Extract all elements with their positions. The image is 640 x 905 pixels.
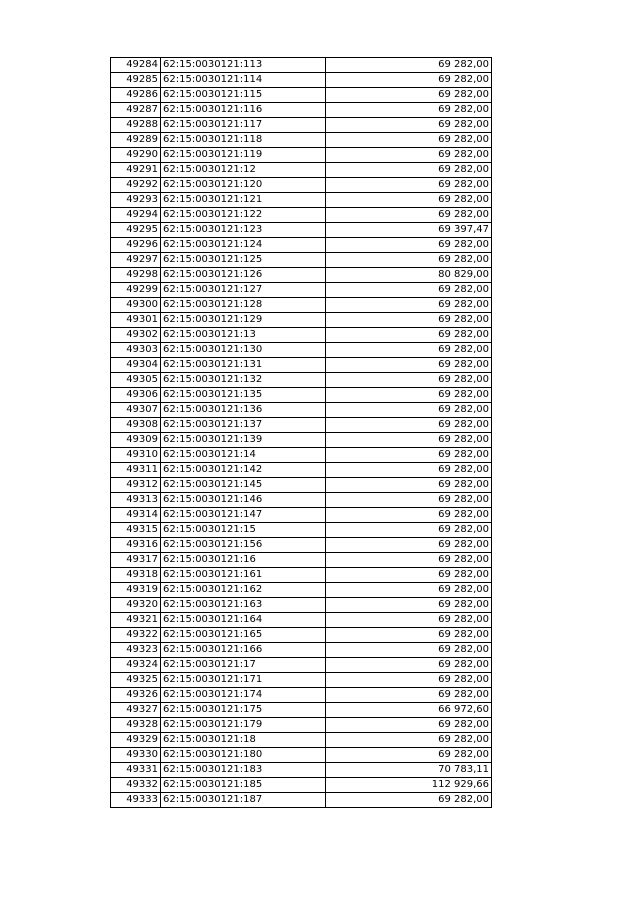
cadastral-number-cell: 62:15:0030121:175 — [161, 703, 326, 718]
table-row — [111, 103, 492, 118]
table-row — [111, 628, 492, 643]
cadastral-value-cell: 69 282,00 — [326, 238, 492, 253]
cadastral-value-cell: 69 282,00 — [326, 58, 492, 73]
table-row — [111, 568, 492, 583]
cadastral-value-cell: 69 282,00 — [326, 388, 492, 403]
cadastral-number-cell: 62:15:0030121:125 — [161, 253, 326, 268]
table-row — [111, 58, 492, 73]
cadastral-number-cell: 62:15:0030121:123 — [161, 223, 326, 238]
cadastral-number-cell: 62:15:0030121:121 — [161, 193, 326, 208]
row-number-cell: 49307 — [111, 403, 161, 418]
table-row — [111, 793, 492, 808]
cadastral-value-cell: 69 282,00 — [326, 463, 492, 478]
cadastral-value-cell: 69 282,00 — [326, 73, 492, 88]
row-number-cell: 49318 — [111, 568, 161, 583]
table-row — [111, 673, 492, 688]
table-row — [111, 523, 492, 538]
cadastral-value-cell: 69 282,00 — [326, 793, 492, 808]
cadastral-value-cell: 69 282,00 — [326, 568, 492, 583]
row-number-cell: 49301 — [111, 313, 161, 328]
cadastral-value-cell: 69 282,00 — [326, 523, 492, 538]
table-row — [111, 643, 492, 658]
cadastral-value-cell: 69 282,00 — [326, 508, 492, 523]
row-number-cell: 49287 — [111, 103, 161, 118]
row-number-cell: 49284 — [111, 58, 161, 73]
table-row — [111, 343, 492, 358]
cadastral-number-cell: 62:15:0030121:12 — [161, 163, 326, 178]
table-row — [111, 358, 492, 373]
row-number-cell: 49296 — [111, 238, 161, 253]
row-number-cell: 49323 — [111, 643, 161, 658]
data-sheet — [110, 57, 492, 808]
cadastral-number-cell: 62:15:0030121:118 — [161, 133, 326, 148]
cadastral-value-cell: 69 282,00 — [326, 148, 492, 163]
row-number-cell: 49306 — [111, 388, 161, 403]
row-number-cell: 49300 — [111, 298, 161, 313]
row-number-cell: 49310 — [111, 448, 161, 463]
cadastral-value-cell: 69 282,00 — [326, 373, 492, 388]
row-number-cell: 49294 — [111, 208, 161, 223]
cadastral-value-cell: 69 282,00 — [326, 328, 492, 343]
cadastral-number-cell: 62:15:0030121:124 — [161, 238, 326, 253]
row-number-cell: 49299 — [111, 283, 161, 298]
cadastral-number-cell: 62:15:0030121:146 — [161, 493, 326, 508]
table-row — [111, 478, 492, 493]
row-number-cell: 49304 — [111, 358, 161, 373]
row-number-cell: 49330 — [111, 748, 161, 763]
cadastral-number-cell: 62:15:0030121:127 — [161, 283, 326, 298]
cadastral-value-cell: 66 972,60 — [326, 703, 492, 718]
row-number-cell: 49311 — [111, 463, 161, 478]
row-number-cell: 49308 — [111, 418, 161, 433]
table-row — [111, 223, 492, 238]
row-number-cell: 49328 — [111, 718, 161, 733]
cadastral-value-cell: 69 282,00 — [326, 673, 492, 688]
table-row — [111, 73, 492, 88]
row-number-cell: 49319 — [111, 583, 161, 598]
row-number-cell: 49321 — [111, 613, 161, 628]
table-row — [111, 433, 492, 448]
cadastral-value-cell: 69 282,00 — [326, 643, 492, 658]
row-number-cell: 49312 — [111, 478, 161, 493]
cadastral-value-cell: 69 282,00 — [326, 403, 492, 418]
row-number-cell: 49302 — [111, 328, 161, 343]
cadastral-number-cell: 62:15:0030121:135 — [161, 388, 326, 403]
cadastral-number-cell: 62:15:0030121:131 — [161, 358, 326, 373]
cadastral-number-cell: 62:15:0030121:164 — [161, 613, 326, 628]
cadastral-value-cell: 69 397,47 — [326, 223, 492, 238]
cadastral-value-cell: 69 282,00 — [326, 418, 492, 433]
cadastral-number-cell: 62:15:0030121:115 — [161, 88, 326, 103]
cadastral-number-cell: 62:15:0030121:180 — [161, 748, 326, 763]
row-number-cell: 49322 — [111, 628, 161, 643]
cadastral-value-cell: 69 282,00 — [326, 343, 492, 358]
cadastral-number-cell: 62:15:0030121:129 — [161, 313, 326, 328]
cadastral-value-cell: 69 282,00 — [326, 748, 492, 763]
table-row — [111, 238, 492, 253]
cadastral-value-cell: 69 282,00 — [326, 583, 492, 598]
table-row — [111, 148, 492, 163]
cadastral-number-cell: 62:15:0030121:113 — [161, 58, 326, 73]
table-row — [111, 493, 492, 508]
cadastral-value-cell: 69 282,00 — [326, 733, 492, 748]
table-row — [111, 88, 492, 103]
cadastral-number-cell: 62:15:0030121:18 — [161, 733, 326, 748]
row-number-cell: 49324 — [111, 658, 161, 673]
table-row — [111, 208, 492, 223]
cadastral-number-cell: 62:15:0030121:128 — [161, 298, 326, 313]
cadastral-number-cell: 62:15:0030121:137 — [161, 418, 326, 433]
cadastral-number-cell: 62:15:0030121:145 — [161, 478, 326, 493]
table-row — [111, 748, 492, 763]
cadastral-value-cell: 69 282,00 — [326, 118, 492, 133]
cadastral-number-cell: 62:15:0030121:171 — [161, 673, 326, 688]
table-row — [111, 178, 492, 193]
cadastral-value-cell: 80 829,00 — [326, 268, 492, 283]
table-row — [111, 718, 492, 733]
row-number-cell: 49332 — [111, 778, 161, 793]
table-row — [111, 778, 492, 793]
table-row — [111, 553, 492, 568]
table-row — [111, 763, 492, 778]
table-row — [111, 163, 492, 178]
table-row — [111, 583, 492, 598]
table-row — [111, 133, 492, 148]
table-row — [111, 538, 492, 553]
cadastral-value-cell: 69 282,00 — [326, 493, 492, 508]
cadastral-value-cell: 69 282,00 — [326, 178, 492, 193]
row-number-cell: 49315 — [111, 523, 161, 538]
cadastral-value-cell: 112 929,66 — [326, 778, 492, 793]
table-row — [111, 703, 492, 718]
table-row — [111, 283, 492, 298]
cadastral-value-cell: 69 282,00 — [326, 598, 492, 613]
cadastral-number-cell: 62:15:0030121:132 — [161, 373, 326, 388]
cadastral-number-cell: 62:15:0030121:163 — [161, 598, 326, 613]
table-row — [111, 613, 492, 628]
cadastral-value-cell: 69 282,00 — [326, 718, 492, 733]
table-row — [111, 688, 492, 703]
cadastral-value-cell: 70 783,11 — [326, 763, 492, 778]
table-row — [111, 508, 492, 523]
table-row — [111, 733, 492, 748]
cadastral-value-cell: 69 282,00 — [326, 358, 492, 373]
cadastral-number-cell: 62:15:0030121:161 — [161, 568, 326, 583]
table-row — [111, 253, 492, 268]
cadastral-number-cell: 62:15:0030121:117 — [161, 118, 326, 133]
row-number-cell: 49331 — [111, 763, 161, 778]
row-number-cell: 49320 — [111, 598, 161, 613]
cadastral-number-cell: 62:15:0030121:14 — [161, 448, 326, 463]
row-number-cell: 49292 — [111, 178, 161, 193]
row-number-cell: 49313 — [111, 493, 161, 508]
cadastral-number-cell: 62:15:0030121:120 — [161, 178, 326, 193]
row-number-cell: 49298 — [111, 268, 161, 283]
row-number-cell: 49297 — [111, 253, 161, 268]
cadastral-value-cell: 69 282,00 — [326, 313, 492, 328]
cadastral-number-cell: 62:15:0030121:174 — [161, 688, 326, 703]
table-row — [111, 418, 492, 433]
cadastral-value-cell: 69 282,00 — [326, 628, 492, 643]
cadastral-value-cell: 69 282,00 — [326, 253, 492, 268]
cadastral-number-cell: 62:15:0030121:166 — [161, 643, 326, 658]
row-number-cell: 49329 — [111, 733, 161, 748]
cadastral-number-cell: 62:15:0030121:187 — [161, 793, 326, 808]
row-number-cell: 49293 — [111, 193, 161, 208]
row-number-cell: 49289 — [111, 133, 161, 148]
cadastral-value-cell: 69 282,00 — [326, 193, 492, 208]
cadastral-value-cell: 69 282,00 — [326, 133, 492, 148]
cadastral-value-cell: 69 282,00 — [326, 298, 492, 313]
cadastral-number-cell: 62:15:0030121:126 — [161, 268, 326, 283]
cadastral-number-cell: 62:15:0030121:116 — [161, 103, 326, 118]
cadastral-value-cell: 69 282,00 — [326, 448, 492, 463]
cadastral-value-cell: 69 282,00 — [326, 538, 492, 553]
cadastral-number-cell: 62:15:0030121:162 — [161, 583, 326, 598]
cadastral-number-cell: 62:15:0030121:147 — [161, 508, 326, 523]
cadastral-value-cell: 69 282,00 — [326, 433, 492, 448]
table-row — [111, 463, 492, 478]
cadastral-number-cell: 62:15:0030121:183 — [161, 763, 326, 778]
row-number-cell: 49317 — [111, 553, 161, 568]
table-row — [111, 193, 492, 208]
table-row — [111, 658, 492, 673]
table-row — [111, 118, 492, 133]
cadastral-value-cell: 69 282,00 — [326, 88, 492, 103]
cadastral-number-cell: 62:15:0030121:142 — [161, 463, 326, 478]
cadastral-value-cell: 69 282,00 — [326, 613, 492, 628]
row-number-cell: 49286 — [111, 88, 161, 103]
cadastral-number-cell: 62:15:0030121:165 — [161, 628, 326, 643]
table-row — [111, 403, 492, 418]
row-number-cell: 49303 — [111, 343, 161, 358]
row-number-cell: 49325 — [111, 673, 161, 688]
row-number-cell: 49316 — [111, 538, 161, 553]
cadastral-value-cell: 69 282,00 — [326, 208, 492, 223]
table-row — [111, 298, 492, 313]
row-number-cell: 49333 — [111, 793, 161, 808]
cadastral-number-cell: 62:15:0030121:114 — [161, 73, 326, 88]
cadastral-value-cell: 69 282,00 — [326, 553, 492, 568]
table-row — [111, 373, 492, 388]
row-number-cell: 49288 — [111, 118, 161, 133]
row-number-cell: 49295 — [111, 223, 161, 238]
cadastral-value-cell: 69 282,00 — [326, 283, 492, 298]
row-number-cell: 49327 — [111, 703, 161, 718]
cadastral-number-cell: 62:15:0030121:185 — [161, 778, 326, 793]
cadastral-number-cell: 62:15:0030121:130 — [161, 343, 326, 358]
table-row — [111, 448, 492, 463]
cadastral-value-cell: 69 282,00 — [326, 658, 492, 673]
row-number-cell: 49290 — [111, 148, 161, 163]
cadastral-number-cell: 62:15:0030121:156 — [161, 538, 326, 553]
row-number-cell: 49305 — [111, 373, 161, 388]
cadastral-number-cell: 62:15:0030121:16 — [161, 553, 326, 568]
table-row — [111, 388, 492, 403]
table-row — [111, 598, 492, 613]
row-number-cell: 49326 — [111, 688, 161, 703]
table-row — [111, 313, 492, 328]
table-row — [111, 328, 492, 343]
cadastral-number-cell: 62:15:0030121:17 — [161, 658, 326, 673]
cadastral-value-cell: 69 282,00 — [326, 103, 492, 118]
cadastral-number-cell: 62:15:0030121:136 — [161, 403, 326, 418]
table-body — [111, 58, 492, 808]
cadastral-number-cell: 62:15:0030121:13 — [161, 328, 326, 343]
row-number-cell: 49309 — [111, 433, 161, 448]
cadastral-value-table — [110, 57, 492, 808]
cadastral-number-cell: 62:15:0030121:179 — [161, 718, 326, 733]
cadastral-number-cell: 62:15:0030121:119 — [161, 148, 326, 163]
cadastral-number-cell: 62:15:0030121:139 — [161, 433, 326, 448]
row-number-cell: 49291 — [111, 163, 161, 178]
cadastral-number-cell: 62:15:0030121:15 — [161, 523, 326, 538]
row-number-cell: 49314 — [111, 508, 161, 523]
cadastral-number-cell: 62:15:0030121:122 — [161, 208, 326, 223]
table-row — [111, 268, 492, 283]
cadastral-value-cell: 69 282,00 — [326, 478, 492, 493]
cadastral-value-cell: 69 282,00 — [326, 163, 492, 178]
row-number-cell: 49285 — [111, 73, 161, 88]
cadastral-value-cell: 69 282,00 — [326, 688, 492, 703]
